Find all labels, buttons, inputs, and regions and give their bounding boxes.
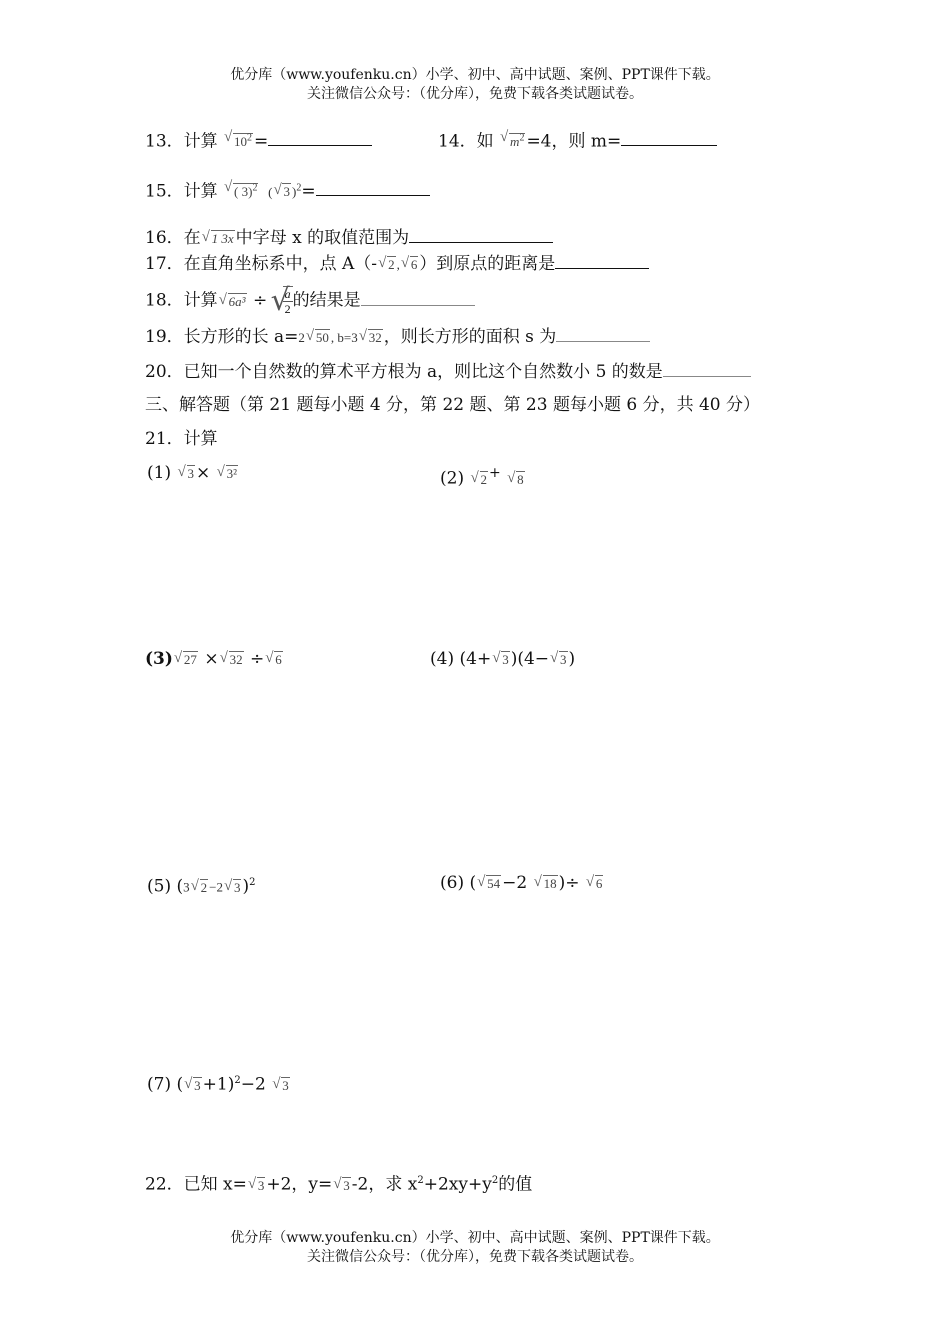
header-line-1: 优分库（www.youfenku.cn）小学、初中、高中试题、案例、PPT课件下载。: [230, 67, 720, 83]
sqrt-symbol: √ $10^2$: [224, 128, 253, 153]
sqrt-symbol: √ 6a³: [219, 291, 247, 313]
sqrt-symbol: √ 3: [492, 649, 510, 671]
sqrt-symbol: √ 50: [306, 327, 330, 349]
question-13: 13．计算 √ $10^2$ =: [145, 128, 372, 153]
sqrt-symbol: √ 6: [401, 254, 419, 276]
sqrt-symbol: √ 8: [507, 469, 525, 491]
question-21-part-6: (6) (√ 54 −2 √ 18 )÷ √ 6: [440, 872, 604, 895]
sqrt-symbol: √ 3²: [217, 463, 238, 485]
answer-blank-20[interactable]: [663, 360, 751, 377]
question-16: 16．在√ 1 3x 中字母 x 的取值范围为: [145, 226, 553, 250]
question-21-part-5: (5) (3√ 2 −2√ 3 )$^2$: [147, 872, 256, 899]
question-21-part-7: (7) (√ 3 +1)$^2$−2 √ 3: [147, 1070, 291, 1097]
sqrt-symbol: √ 2: [191, 877, 209, 899]
question-20: 20．已知一个自然数的算术平方根为 a，则比这个自然数小 5 的数是: [145, 360, 751, 383]
answer-blank-14[interactable]: [621, 129, 717, 146]
sqrt-symbol: √ 6: [586, 873, 604, 895]
page-header: [0, 66, 950, 104]
header-line-2: 关注微信公众号：（优分库），免费下载各类试题试卷。: [307, 86, 643, 102]
question-21-part-1: (1) √ 3 × √ 3²: [147, 462, 239, 485]
answer-blank-18[interactable]: [361, 289, 475, 306]
sqrt-symbol: √ 18: [534, 873, 558, 895]
question-17: 17．在直角坐标系中，点 A（-√ 2 ,√ 6 ）到原点的距离是: [145, 252, 649, 276]
sqrt-symbol: √ 3: [550, 649, 568, 671]
footer-line-1: 优分库（www.youfenku.cn）小学、初中、高中试题、案例、PPT课件下载。: [230, 1230, 720, 1246]
answer-blank-17[interactable]: [555, 252, 649, 269]
sqrt-symbol: √ 3: [273, 181, 291, 203]
section-3-heading: 三、解答题（第 21 题每小题 4 分，第 22 题、第 23 题每小题 6 分，共 40 分）: [145, 395, 761, 415]
sqrt-symbol: √ 6: [265, 649, 283, 671]
sqrt-symbol: √ 3: [178, 463, 196, 485]
question-14: 14．如 √ $m^2 =4$，则 m=: [438, 128, 717, 153]
sqrt-symbol: √ 32: [220, 649, 244, 671]
sqrt-symbol: √ 27: [174, 649, 198, 671]
sqrt-fraction: √ $\frac{a}{2}$: [273, 286, 293, 316]
sqrt-symbol: √ 3: [224, 877, 242, 899]
answer-blank-16[interactable]: [409, 226, 553, 243]
question-21-part-4: (4) (4+√ 3 )(4−√ 3 ): [430, 648, 575, 671]
question-22: 22．已知 x=√ 3 +2，y=√ 3 -2，求 $x^2+2xy+y^2$的值: [145, 1170, 532, 1197]
question-18: 18．计算√ 6a³ ÷ √ $\frac{a}{2}$ 的结果是: [145, 286, 475, 316]
question-15: 15．计算 √ ( 3)$^2$ (√ 3 )$^2$=: [145, 178, 430, 203]
question-21-part-3: (3)√ 27 ×√ 32 ÷√ 6: [145, 648, 284, 671]
sqrt-symbol: √ $m^2$: [500, 128, 525, 153]
sqrt-symbol: √ 2: [378, 254, 396, 276]
sqrt-symbol: √ 3: [248, 1175, 266, 1197]
sqrt-symbol: √ 3: [272, 1075, 290, 1097]
question-19: 19．长方形的长 a=2√ 50 , b=3√ 32 ，则长方形的面积 s 为: [145, 325, 650, 349]
question-21-part-2: (2) √ 2 + √ 8: [440, 462, 526, 491]
sqrt-symbol: √ 3: [333, 1175, 351, 1197]
sqrt-symbol: √ 54: [477, 873, 501, 895]
sqrt-symbol: √ 2: [471, 469, 489, 491]
answer-blank-19[interactable]: [556, 325, 650, 342]
page-footer: [0, 1229, 950, 1267]
answer-blank-15[interactable]: [316, 179, 430, 196]
sqrt-symbol: √ 3: [184, 1075, 202, 1097]
sqrt-symbol: √ 1 3x: [202, 228, 235, 250]
question-21-title: 21．计算: [145, 429, 218, 449]
footer-line-2: 关注微信公众号：（优分库），免费下载各类试题试卷。: [307, 1249, 643, 1265]
answer-blank-13[interactable]: [268, 129, 372, 146]
sqrt-symbol: √ ( 3)$^2$: [224, 178, 258, 203]
sqrt-symbol: √ 32: [359, 327, 383, 349]
